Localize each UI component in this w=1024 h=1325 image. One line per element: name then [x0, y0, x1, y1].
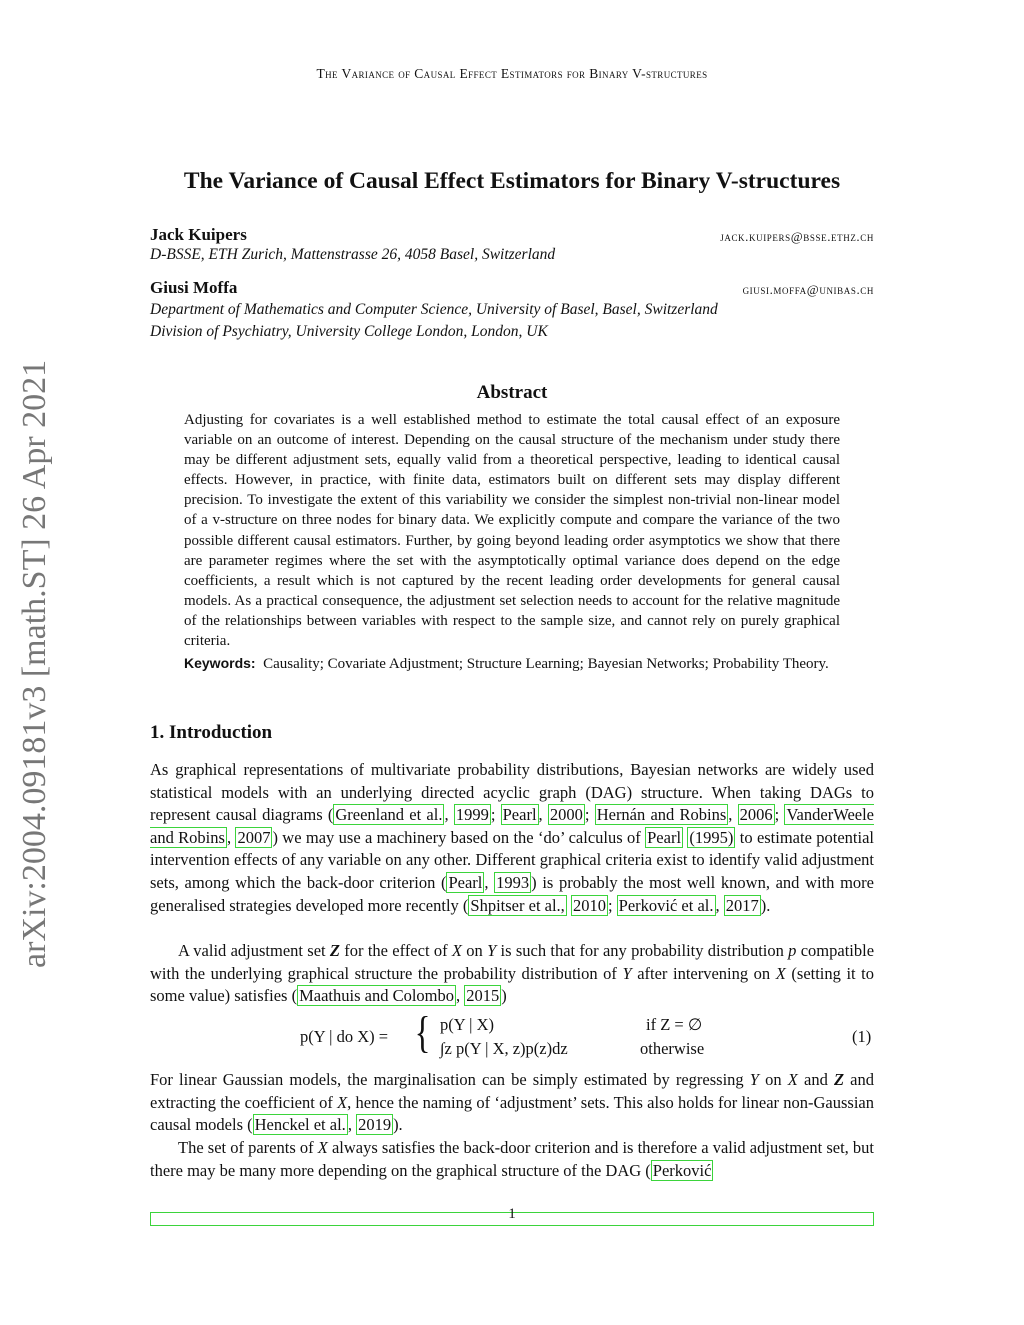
citation-link[interactable]: 2017	[725, 895, 759, 915]
citation-link[interactable]: 2019	[358, 1115, 392, 1135]
equation-case-2: ∫z p(Y | X, z)p(z)dz	[440, 1039, 568, 1058]
running-head: The Variance of Causal Effect Estimators for Binary V-structures	[316, 66, 708, 81]
citation-link[interactable]: Perković et al.	[618, 895, 714, 915]
section-heading: 1. Introduction	[150, 722, 273, 743]
arxiv-stamp: arXiv:2004.09181v3 [math.ST] 26 Apr 2021	[16, 359, 53, 968]
citation-link[interactable]: 1993	[496, 872, 530, 892]
citation-link[interactable]: Perković	[652, 1160, 712, 1180]
citation-link[interactable]: Greenland et al.	[335, 805, 443, 825]
intro-paragraph-3: For linear Gaussian models, the marginalisation can be simply estimated by regressing Y on X and Z and extracting the coefficient of X, hence the naming of ‘adjustment’ sets. This also holds for linear non-Gaussian causal models ( Henckel et al. , 2019 ).	[150, 1070, 875, 1135]
citation-link[interactable]: 2006	[739, 805, 773, 825]
author-name: Giusi Moffa	[150, 278, 238, 297]
author-email: jack.kuipers@bsse.ethz.ch	[720, 229, 874, 244]
intro-paragraph-2: A valid adjustment set Z for the effect of X on Y is such that for any probability distribution p compatible with the underlying graphical structure the probability distribution of Y after intervening on X (setting it to some value) satisfies ( Maathuis and Colombo , 2015 )	[150, 941, 875, 1006]
citation-link[interactable]: (1995)	[689, 827, 734, 847]
page-number: 1	[508, 1206, 516, 1222]
equation-case-1: p(Y | X)	[440, 1015, 495, 1034]
citation-link[interactable]: 2000	[549, 805, 583, 825]
keywords-label: Keywords:	[184, 655, 256, 671]
citation-link[interactable]: 2007	[237, 827, 271, 847]
citation-link[interactable]: 2015	[466, 986, 500, 1006]
author-affiliation: D-BSSE, ETH Zurich, Mattenstrasse 26, 4058 Basel, Switzerland	[150, 246, 556, 263]
citation-link[interactable]: Henckel et al.	[254, 1115, 346, 1135]
equation-condition-1: if Z = ∅	[646, 1015, 703, 1034]
abstract-text: Adjusting for covariates is a well established method to estimate the total causal effect of an exposure variable on an outcome of interest. Depending on the causal structure of the mechanism under study there may be different adjustment sets, equally valid from a theoretical perspective, leading to identical causal effects. However, in practice, with finite data, estimators built on different sets may display different precision. To investigate the extent of this variability we consider the simplest non-trivial non-linear model of a v-structure on three nodes for binary data. We explicitly compute and compare the variance of the two possible different causal estimators. Further, by going beyond leading order asymptotics we show that there are parameter regimes where the set with the asymptotically optimal variance does depend on the edge coefficients, a result which is not captured by the recent leading order developments for general causal models. As a practical consequence, the adjustment set selection needs to account for the relative magnitude of the relationships between variables with respect to the sample size, and cannot rely on purely graphical criteria.	[184, 412, 840, 650]
keywords	[184, 653, 840, 674]
citation-link[interactable]: 1999	[455, 805, 489, 825]
citation-link[interactable]: Pearl	[448, 872, 483, 892]
author-affiliation: Division of Psychiatry, University College London, London, UK	[150, 323, 548, 340]
citation-link[interactable]: Hernán and Robins	[596, 805, 727, 825]
citation-link[interactable]: 2010	[572, 895, 606, 915]
equation-lhs: p(Y | do X) =	[300, 1027, 389, 1046]
author-affiliation: Department of Mathematics and Computer Science, University of Basel, Basel, Switzerland	[150, 301, 718, 318]
citation-link[interactable]: Maathuis and Colombo	[299, 986, 454, 1006]
equation-number: (1)	[852, 1027, 872, 1046]
citation-link[interactable]: Shpitser et al.,	[470, 895, 565, 915]
author-name: Jack Kuipers	[150, 225, 247, 244]
keywords-text: Causality; Covariate Adjustment; Structure Learning; Bayesian Networks; Probability Theory.	[263, 656, 829, 672]
citation-link[interactable]: VanderWeele and Robins	[150, 805, 875, 847]
equation-brace: {	[414, 1008, 431, 1057]
citation-link[interactable]: Pearl	[502, 805, 537, 825]
citation-link[interactable]: Pearl	[647, 827, 682, 847]
intro-paragraph-4: The set of parents of X always satisfies the back-door criterion and is therefore a valid adjustment set, but there may be many more depending on the graphical structure of the DAG ( Perković	[150, 1138, 875, 1180]
abstract-heading: Abstract	[476, 382, 548, 403]
equation-condition-2: otherwise	[640, 1039, 705, 1058]
author-email: giusi.moffa@unibas.ch	[742, 282, 874, 297]
paper-title: The Variance of Causal Effect Estimators for Binary V-structures	[183, 168, 841, 194]
intro-paragraph-1: As graphical representations of multivariate probability distributions, Bayesian networks are widely used statistical models with an underlying directed acyclic graph (DAG) structure. When taking DAGs to represent causal diagrams ( Greenland et al. , 1999 ; Pearl , 2000 ; Hernán and Robins , 2006 ; VanderWeele and Robins , 2007 ) we may use a machinery based on the ‘do’ calculus of Pearl (1995) to estimate potential intervention effects of any variable on any other. Different graphical criteria exist to identify valid adjustment sets, among which the back-door criterion ( Pearl , 1993 ) is probably the most well known, and with more generalised strategies developed more recently ( Shpitser et al., 2010 ; Perković et al. , 2017 ).	[150, 760, 875, 915]
